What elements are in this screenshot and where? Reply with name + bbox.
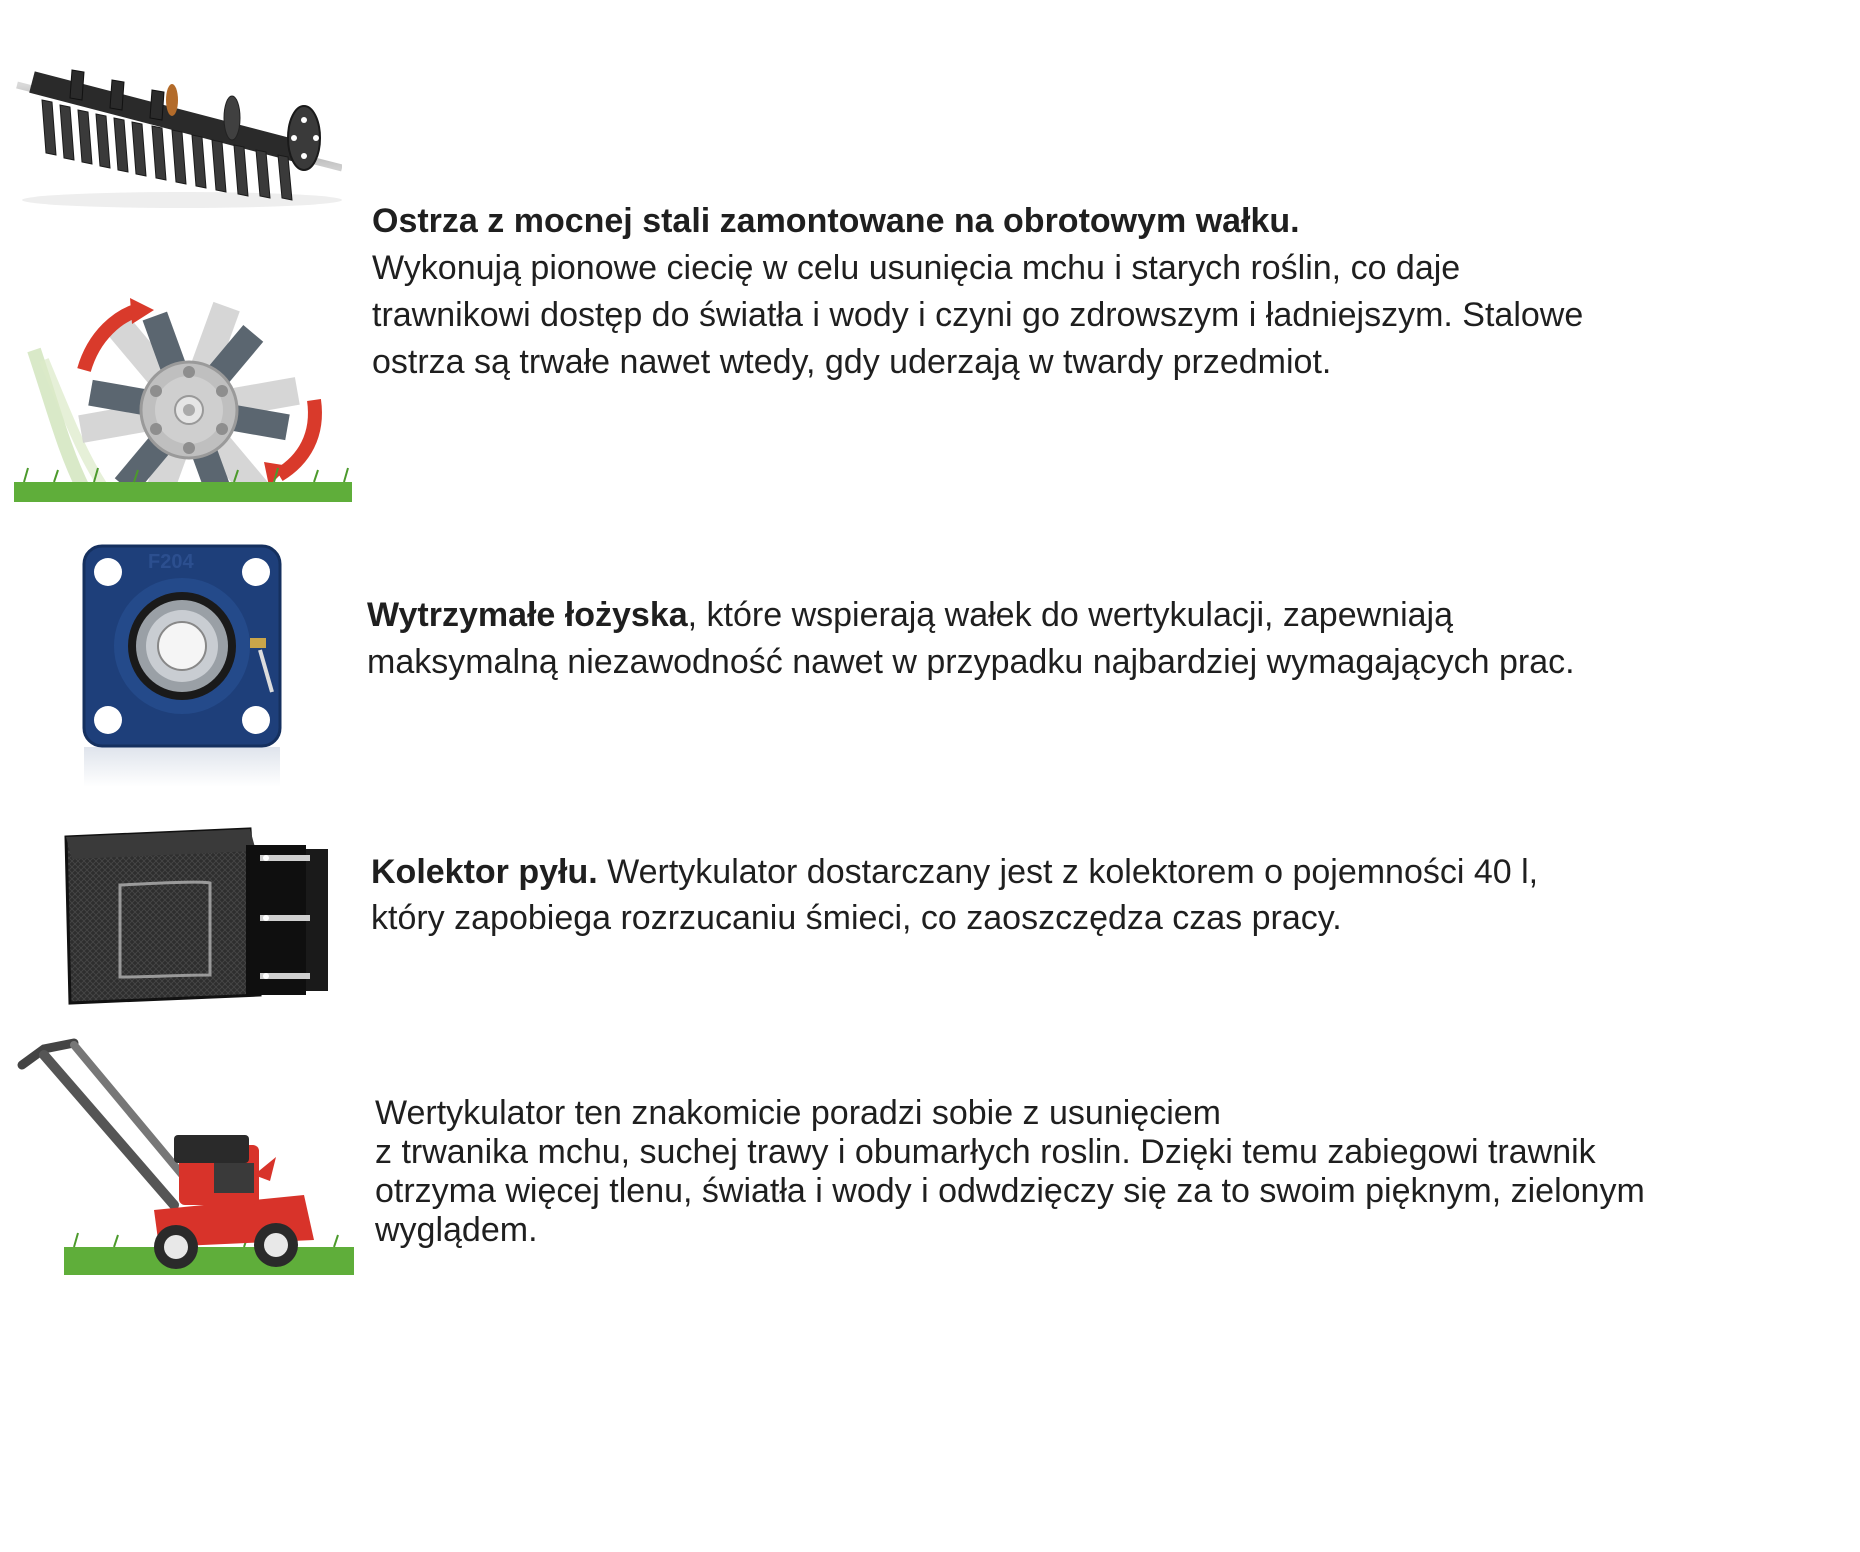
feature-scarifier-text	[375, 1094, 1845, 1250]
feature-scarifier-line-4: wyglądem.	[375, 1211, 538, 1249]
scarifier-machine-image	[14, 1025, 354, 1275]
grass-collector-image	[60, 825, 330, 1010]
feature-blades-line-3: trawnikowi dostęp do światła i wody i czyni go zdrowszym i ładniejszym. Stalowe	[372, 296, 1584, 334]
feature-bearings-text	[367, 592, 1827, 686]
feature-scarifier-line-3: otrzyma więcej tlenu, światła i wody i odwdzięczy się za to swoim pięknym, zielonym	[375, 1172, 1645, 1210]
feature-bearings-line-2: maksymalną niezawodność nawet w przypadku najbardziej wymagających prac.	[367, 643, 1575, 681]
bearing-marking: F204	[148, 551, 194, 573]
feature-scarifier-line-2: z trwanika mchu, suchej trawy i obumarłych roslin. Dzięki temu zabiegowi trawnik	[375, 1133, 1596, 1171]
feature-collector-line-1: Kolektor pyłu. Wertykulator dostarczany jest z kolektorem o pojemności 40 l,	[371, 853, 1539, 891]
roller-shaft-image	[12, 60, 342, 210]
feature-blades-line-1: Ostrza z mocnej stali zamontowane na obrotowym wałku.	[372, 202, 1300, 240]
feature-blades-line-4: ostrza są trwałe nawet wtedy, gdy uderzają w twardy przedmiot.	[372, 343, 1332, 381]
feature-blades-line-2: Wykonują pionowe ciecię w celu usunięcia mchu i starych roślin, co daje	[372, 249, 1461, 287]
bearing-image	[78, 542, 286, 792]
feature-collector-line-2: który zapobiega rozrzucaniu śmieci, co zaoszczędza czas pracy.	[371, 899, 1342, 937]
feature-collector-text	[371, 850, 1831, 940]
feature-scarifier-line-1: Wertykulator ten znakomicie poradzi sobie z usunięciem	[375, 1094, 1221, 1132]
feature-bearings-line-1: Wytrzymałe łożyska, które wspierają wałek do wertykulacji, zapewniają	[367, 596, 1454, 634]
rotating-blades-image	[14, 290, 352, 502]
feature-blades-text	[372, 198, 1832, 386]
